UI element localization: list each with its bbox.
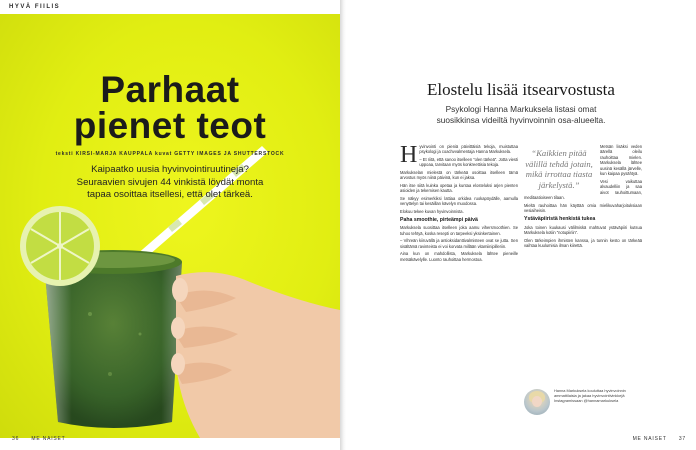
subhead: Paha smoothie, pirteämpi päivä bbox=[400, 216, 478, 223]
page-number: 37 bbox=[678, 436, 686, 442]
paragraph: Vesi vaikuttaa alvaudelliin ja saa aivot rauhoittumaan, meditaatioiseen tilaan. bbox=[524, 178, 642, 201]
intro-text bbox=[0, 164, 340, 202]
left-page bbox=[0, 0, 340, 450]
paragraph: – Et riitä, että sanoo itselleen “olen tärkeä”. Jotta viesti uppoaa, tarvitaan myös konkreettisia tekoja. bbox=[419, 156, 518, 168]
footer-left bbox=[12, 436, 76, 442]
intro-line: tapaa osoittaa itsellesi, että olet tärkeä. bbox=[87, 189, 253, 200]
article-title-line2: pienet teot bbox=[73, 105, 267, 146]
author-face bbox=[532, 396, 542, 407]
paragraph: Markuksela suosittaa itselleen joka aamu vihersmoothien. Se tuhoo tehtyä, koska resepti on tarpeeksi yksinkertainen. bbox=[400, 225, 518, 236]
footer-right bbox=[623, 436, 686, 442]
section-tag: HYVÄ FIILIS bbox=[9, 4, 61, 10]
paragraph: Elokuu tekee kuvan hyvinvoinnista. bbox=[400, 208, 464, 214]
column-a bbox=[400, 144, 518, 264]
column-b bbox=[524, 144, 642, 251]
intro-line: Kaipaatko uusia hyvinvointiruutineja? bbox=[91, 164, 249, 175]
page-number: 36 bbox=[12, 436, 20, 442]
lead-paragraph: Psykologi Hanna Markuksela listasi omat suosikkinsa videiltä hyvinvoinnin osa-alueelta. bbox=[436, 104, 606, 125]
headline: Elostelu lisää itsearvostusta bbox=[427, 80, 615, 99]
magazine-name: ME NAISET bbox=[632, 436, 667, 442]
lime-slice-shape bbox=[20, 206, 100, 286]
credits: teksti KIRSI-MARJA KAUPPALA kuvat GETTY IMAGES JA SHUTTERSTOCK bbox=[55, 151, 285, 157]
hand-shape bbox=[171, 272, 340, 438]
author-bio bbox=[524, 388, 642, 428]
paragraph: Mieltä rauhoittaa hän käyttää omia mielikuvaharjoituksiaan vesiaiheisin. bbox=[524, 202, 642, 213]
paragraph: Metsän lisäksi veden äärellä oleilu rauhoittaa mielen. Markuksela lähtee uusinä kesällä järvelle, kun kaipaa pysähtyä. bbox=[600, 144, 642, 177]
subhead: Ystäväpiiristä henkistä tukea bbox=[524, 216, 596, 223]
article-title-line1: Parhaat bbox=[100, 69, 240, 110]
intro-line: Seuraavien sivujen 44 vinkistä löydät monta bbox=[76, 176, 264, 188]
hero-photo bbox=[0, 14, 340, 438]
magazine-name: ME NAISET bbox=[31, 436, 66, 442]
paragraph: – Vihreän kiiruvällä ja antioksidanttivalmisteen ovat se jutta. Sen sisältämä ravinteista ei voi korvata millään vitamiinipilleriin. bbox=[400, 238, 518, 249]
right-page bbox=[346, 0, 696, 450]
paragraph: Aina kun on mahdollista, Markuksela lähtee pieneille metsäkävelylle. Luonto rauhoittaa hermostoa. bbox=[400, 251, 518, 262]
paragraph: Hän itse siitä kuinka opetaa ja kuntaa elosteluksi arjen pienten asioiden ja tekemisen kautta. bbox=[400, 182, 518, 194]
paragraph: Se näkyy esimerkiksi lattiaa orkidea ruokapöydälle, aamulla venyttelyn tai kesäillan kävelyn muodossa. bbox=[400, 195, 518, 207]
paragraph-text: yvinvointi on pieniä päivittäisiä tekoja, muistuttaa psykologi ja coachvvalmentaja Hanna Markuksela. bbox=[419, 144, 518, 155]
author-photo bbox=[524, 389, 550, 415]
paragraph: Olen tärkeimpien ihmisten kanssa, ja tunnin kesto on tärkeää vaihtaa kuulumisia ilman kiirettä. bbox=[524, 237, 642, 249]
paragraph: Markukselan mielestä on tärkeää osoittaa itselleen tämä arvostus myös niinä päivinä, kun ei jaksa. bbox=[400, 169, 518, 181]
pull-quote: “Kaikkien pitää välillä tehdä jotain, mikä irrottaa tiasta järkelystä.” bbox=[525, 148, 593, 190]
bio-text: Hanna Markuksela kouluttaa hyvinvoinnin ammattilaisia ja jakaa hyvinvointivinkkejä Instagramissaan @hannamarkuksela bbox=[554, 388, 626, 403]
dropcap: H bbox=[400, 142, 418, 168]
paragraph: Joka toinen kuukausi välilmiskä mahtuvat ystäväpiiri kutsua Markuksela kotiin “notupiiriin”. bbox=[524, 224, 642, 236]
